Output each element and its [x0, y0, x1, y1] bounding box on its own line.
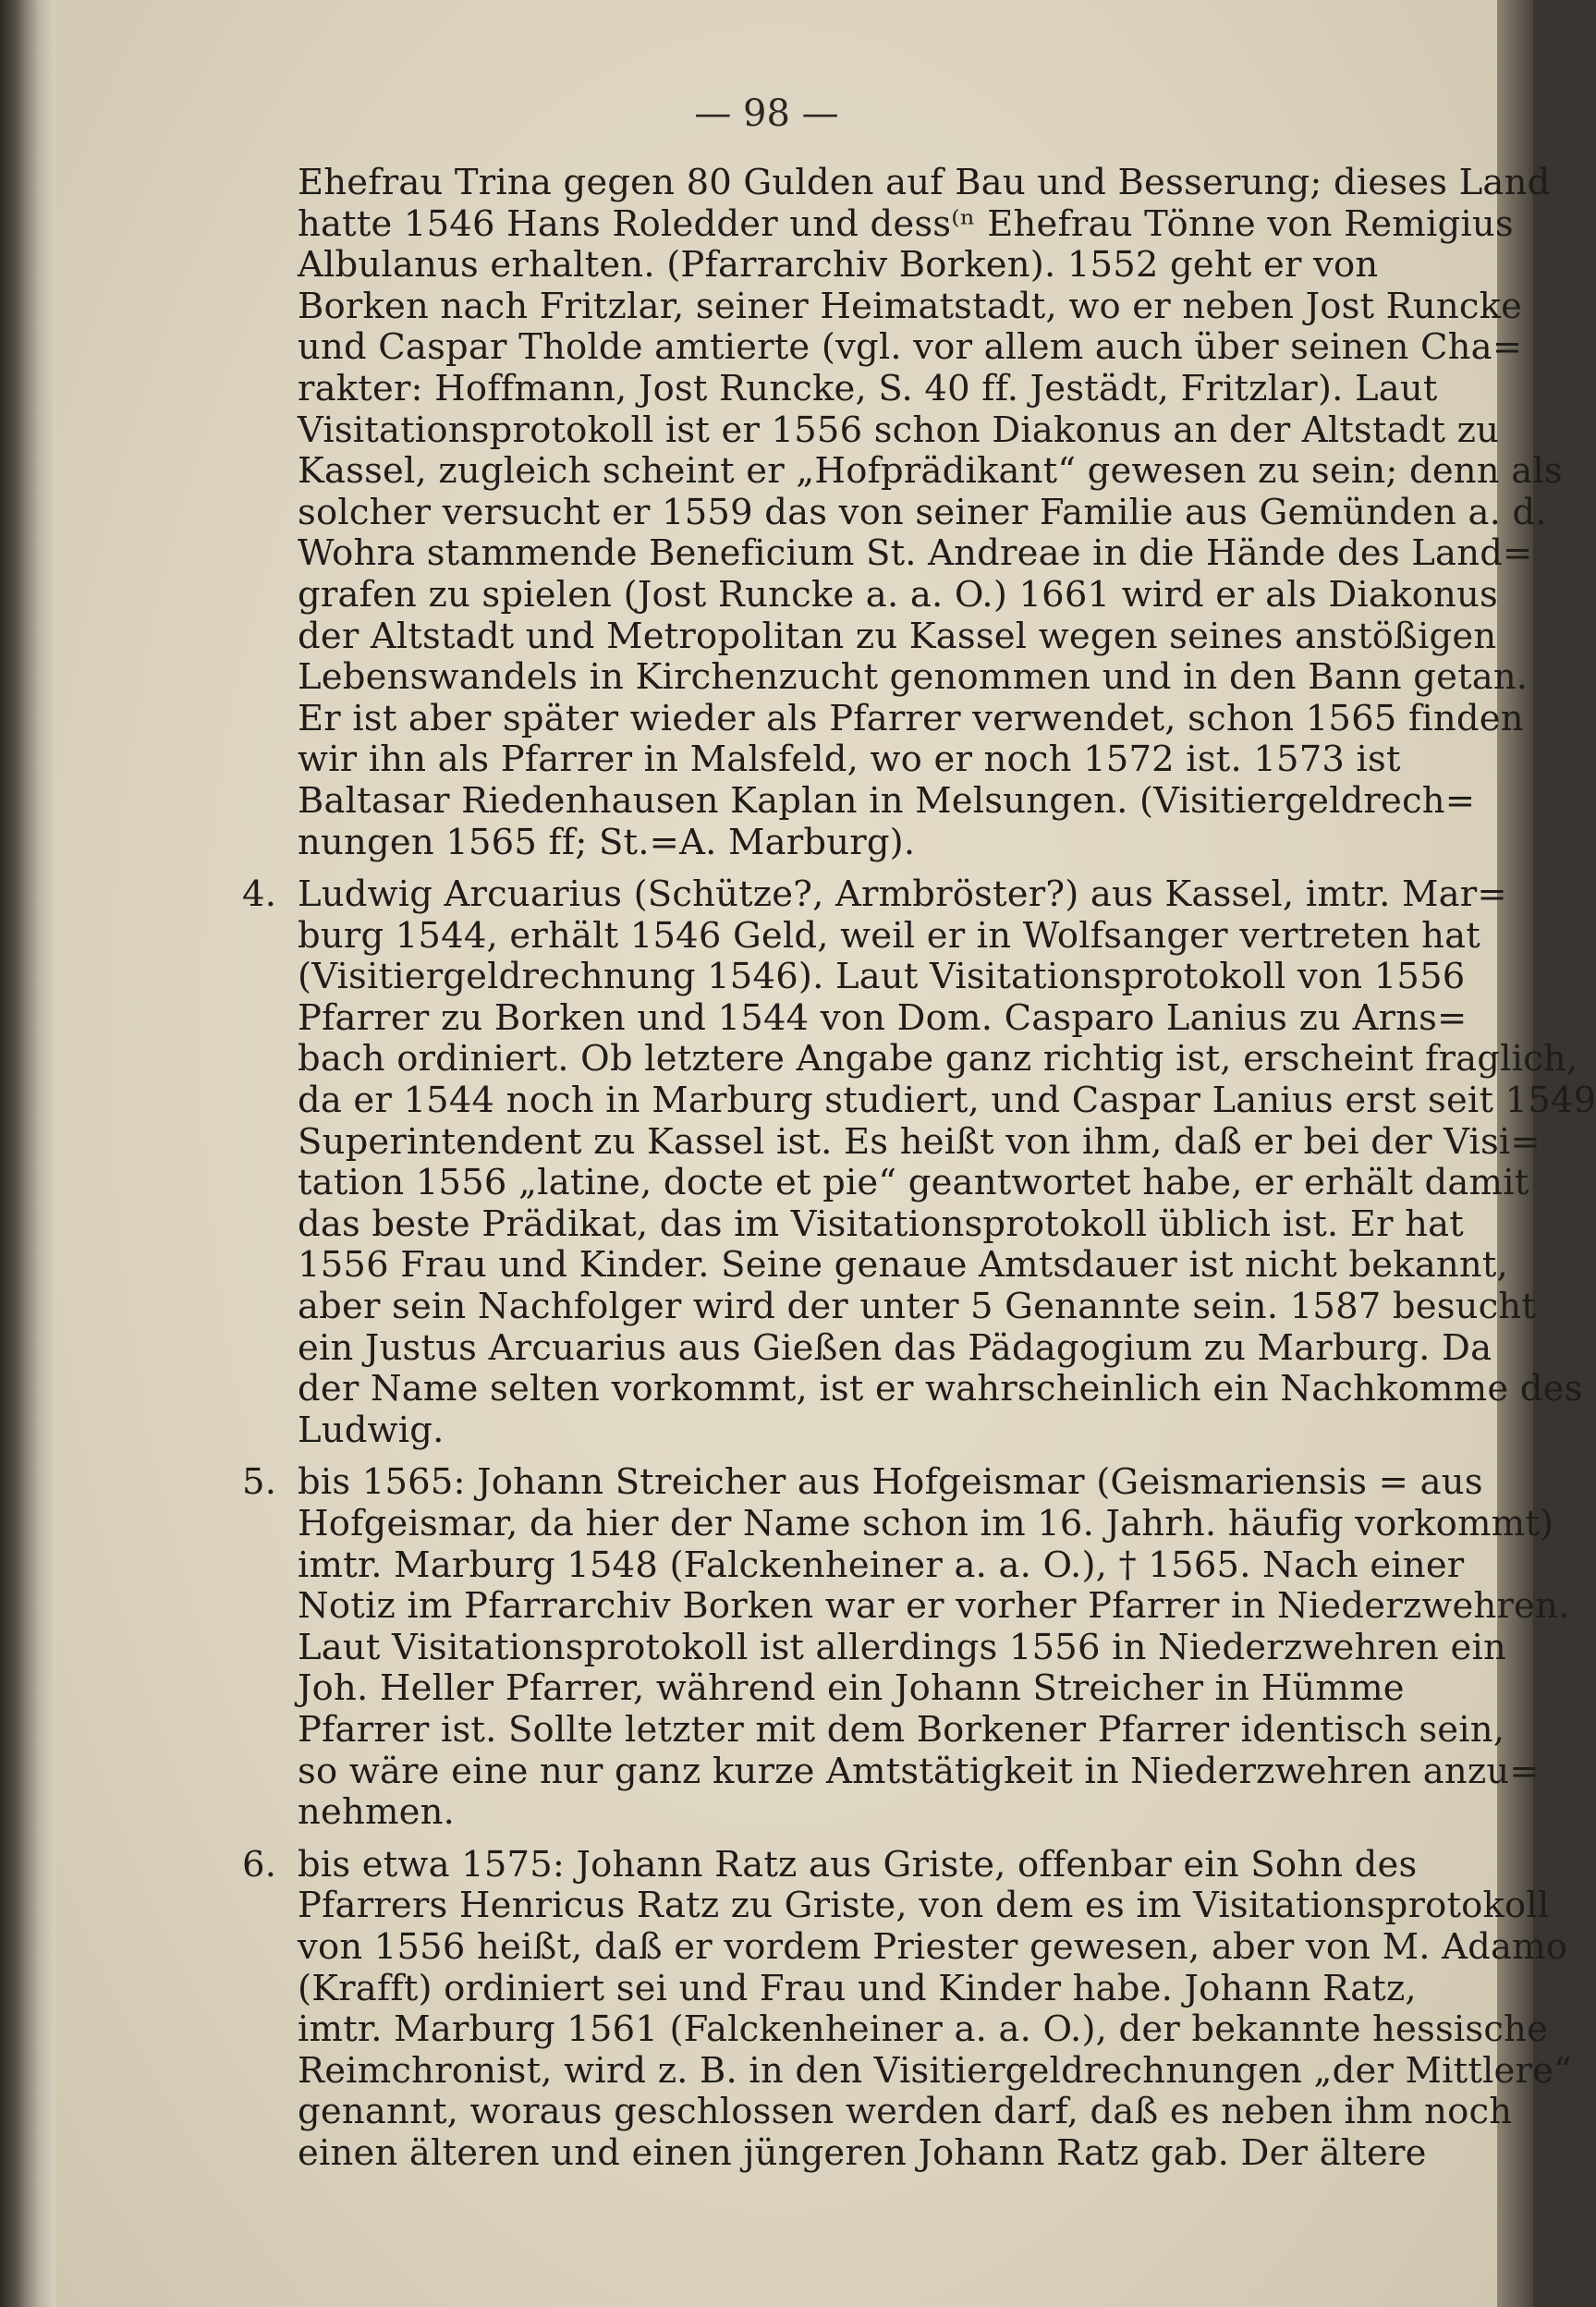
text-line: da er 1544 noch in Marburg studiert, und Caspar Lanius erst seit 1549	[298, 1080, 1596, 1122]
entry-number: 4.	[242, 873, 277, 916]
text-line: Notiz im Pfarrarchiv Borken war er vorher Pfarrer in Niederzwehren.	[298, 1585, 1570, 1628]
text-line: aber sein Nachfolger wird der unter 5 Genannte sein. 1587 besucht	[298, 1286, 1537, 1328]
text-line: genannt, woraus geschlossen werden darf, daß es neben ihm noch	[298, 2091, 1513, 2133]
text-line: rakter: Hoffmann, Jost Runcke, S. 40 ff. Jestädt, Fritzlar). Laut	[298, 367, 1438, 409]
entry-5	[242, 1461, 1570, 1834]
continuation-paragraph	[298, 162, 1563, 863]
text-line: der Name selten vorkommt, ist er wahrscheinlich ein Nachkomme des	[298, 1368, 1583, 1410]
text-line: wir ihn als Pfarrer in Malsfeld, wo er noch 1572 ist. 1573 ist	[298, 738, 1401, 781]
text-line: von 1556 heißt, daß er vordem Priester gewesen, aber von M. Adamo	[298, 1925, 1568, 1968]
text-line: 1556 Frau und Kinder. Seine genaue Amtsdauer ist nicht bekannt,	[298, 1244, 1508, 1287]
body-text	[242, 162, 1596, 2175]
text-line: Pfarrer ist. Sollte letzter mit dem Borkener Pfarrer identisch sein,	[298, 1708, 1505, 1751]
text-line: solcher versucht er 1559 das von seiner Familie aus Gemünden a. d.	[298, 491, 1547, 533]
text-line: Joh. Heller Pfarrer, während ein Johann Streicher in Hümme	[298, 1667, 1405, 1710]
entry-6	[242, 1843, 1572, 2175]
text-line: ein Justus Arcuarius aus Gießen das Pädagogium zu Marburg. Da	[298, 1326, 1492, 1369]
text-line: nungen 1565 ff; St.=A. Marburg).	[298, 821, 916, 863]
page-number: — 98 —	[694, 92, 839, 135]
text-line: Albulanus erhalten. (Pfarrarchiv Borken). 1552 geht er von	[298, 244, 1379, 287]
text-line: bis etwa 1575: Johann Ratz aus Griste, offenbar ein Sohn des	[298, 1843, 1418, 1886]
text-line: bis 1565: Johann Streicher aus Hofgeismar (Geismariensis = aus	[298, 1461, 1483, 1504]
text-line: Ludwig.	[298, 1409, 445, 1451]
text-line: burg 1544, erhält 1546 Geld, weil er in Wolfsanger vertreten hat	[298, 914, 1480, 957]
text-line: Wohra stammende Beneficium St. Andreae in die Hände des Land=	[298, 532, 1533, 575]
text-line: Ludwig Arcuarius (Schütze?, Armbröster?) aus Kassel, imtr. Mar=	[298, 873, 1507, 916]
text-line: Visitationsprotokoll ist er 1556 schon Diakonus an der Altstadt zu	[298, 409, 1500, 451]
entry-4	[242, 873, 1596, 1451]
text-line: imtr. Marburg 1548 (Falckenheiner a. a. O.), † 1565. Nach einer	[298, 1544, 1465, 1586]
text-line: so wäre eine nur ganz kurze Amtstätigkeit in Niederzwehren anzu=	[298, 1750, 1540, 1792]
text-line: Pfarrers Henricus Ratz zu Griste, von dem es im Visitationsprotokoll	[298, 1885, 1550, 1927]
text-line: Superintendent zu Kassel ist. Es heißt von ihm, daß er bei der Visi=	[298, 1120, 1541, 1163]
numbered-entries	[242, 873, 1596, 2174]
text-line: imtr. Marburg 1561 (Falckenheiner a. a. O.), der bekannte hessische	[298, 2008, 1549, 2051]
text-line: hatte 1546 Hans Roledder und dess⁽ⁿ Ehefrau Tönne von Remigius	[298, 202, 1514, 245]
text-line: bach ordiniert. Ob letztere Angabe ganz richtig ist, erscheint fraglich,	[298, 1038, 1578, 1080]
text-line: (Visitiergeldrechnung 1546). Laut Visitationsprotokoll von 1556	[298, 956, 1466, 998]
text-line: einen älteren und einen jüngeren Johann Ratz gab. Der ältere	[298, 2131, 1427, 2174]
text-line: grafen zu spielen (Jost Runcke a. a. O.) 1661 wird er als Diakonus	[298, 573, 1498, 616]
text-line: (Krafft) ordiniert sei und Frau und Kinder habe. Johann Ratz,	[298, 1967, 1417, 2009]
text-line: Reimchronist, wird z. B. in den Visitiergeldrechnungen „der Mittlere“	[298, 2049, 1572, 2092]
text-line: Lebenswandels in Kirchenzucht genommen und in den Bann getan.	[298, 656, 1529, 699]
text-line: Borken nach Fritzlar, seiner Heimatstadt, wo er neben Jost Runcke	[298, 285, 1523, 327]
text-line: Er ist aber später wieder als Pfarrer verwendet, schon 1565 finden	[298, 697, 1524, 739]
text-line: Hofgeismar, da hier der Name schon im 16. Jahrh. häufig vorkommt)	[298, 1503, 1554, 1544]
entry-number: 6.	[242, 1843, 277, 1886]
text-line: das beste Prädikat, das im Visitationsprotokoll üblich ist. Er hat	[298, 1202, 1464, 1245]
text-line: der Altstadt und Metropolitan zu Kassel wegen seines anstößigen	[298, 615, 1497, 657]
text-line: Baltasar Riedenhausen Kaplan in Melsungen. (Visitiergeldrech=	[298, 779, 1476, 822]
text-line: und Caspar Tholde amtierte (vgl. vor allem auch über seinen Cha=	[298, 326, 1523, 369]
text-line: Laut Visitationsprotokoll ist allerdings 1556 in Niederzwehren ein	[298, 1626, 1506, 1668]
text-line: tation 1556 „latine, docte et pie“ geantwortet habe, er erhält damit	[298, 1162, 1529, 1204]
text-line: Ehefrau Trina gegen 80 Gulden auf Bau und Besserung; dieses Land	[298, 162, 1551, 203]
entry-number: 5.	[242, 1461, 277, 1504]
text-line: Pfarrer zu Borken und 1544 von Dom. Casparo Lanius zu Arns=	[298, 996, 1468, 1039]
text-line: Kassel, zugleich scheint er „Hofprädikant“ gewesen zu sein; denn als	[298, 450, 1563, 493]
text-line: nehmen.	[298, 1791, 456, 1834]
